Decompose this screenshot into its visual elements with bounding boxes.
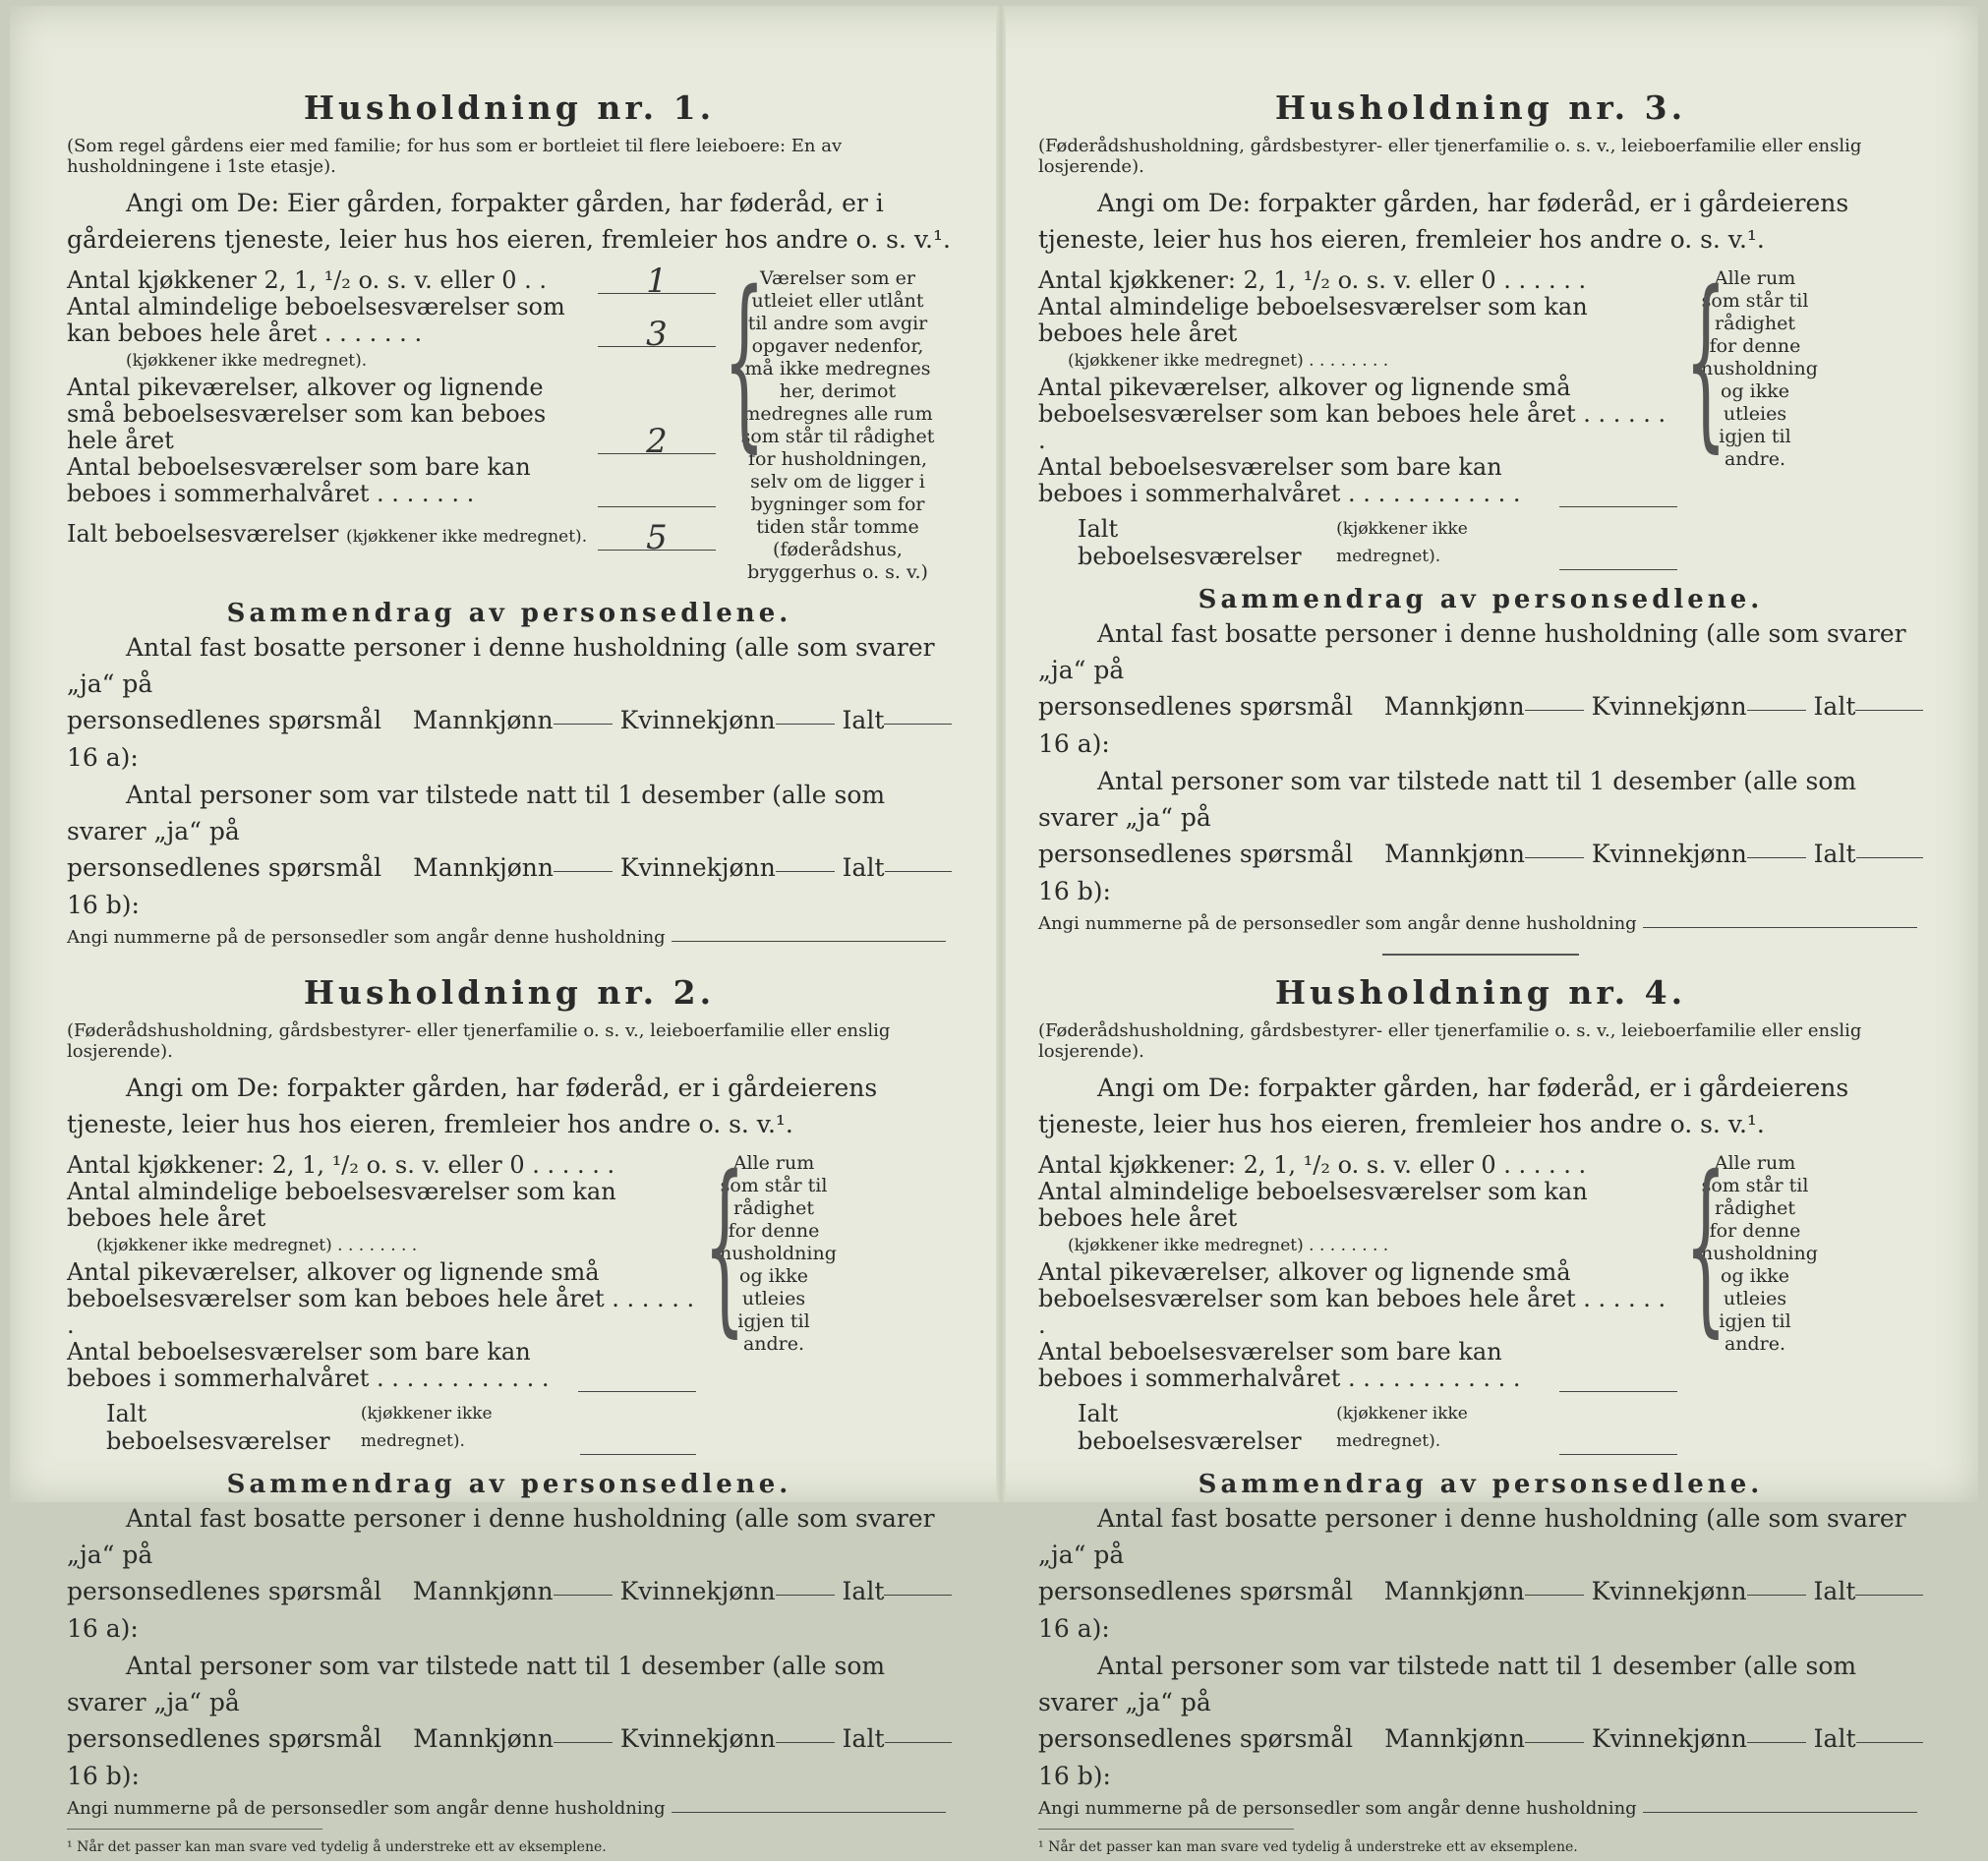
kitchens-label: Antal kjøkkener 2, 1, ¹/₂ o. s. v. eller 0 . . <box>67 266 548 294</box>
male-field[interactable] <box>554 1573 613 1596</box>
female-field[interactable] <box>776 702 835 725</box>
female-field[interactable] <box>1747 836 1806 858</box>
numbers-field[interactable] <box>672 924 946 942</box>
total-value[interactable] <box>1559 1428 1677 1455</box>
total-field[interactable] <box>885 1720 952 1743</box>
summer-rooms-value[interactable] <box>578 1367 696 1392</box>
household-1-rooms <box>67 252 952 584</box>
female-field[interactable] <box>776 1573 835 1596</box>
household-1-question: Angi om De: Eier gården, forpakter gården, har føderåd, er i gårdeierens tjeneste, leier hus hos eieren, fremleier hos andre o. s. v.¹. <box>67 189 951 254</box>
male-field[interactable] <box>554 849 613 872</box>
female-field[interactable] <box>1747 1720 1806 1743</box>
footnote: ¹ Når det passer kan man svare ved tydelig å understreke ett av eksemplene. <box>67 1829 322 1861</box>
household-1-subtitle: (Som regel gårdens eier med familie; for hus som er bortleiet til flere leieboere: En av husholdningene i 1ste etasje). <box>67 136 843 177</box>
household-1-title: Husholdning nr. 1. <box>303 88 716 127</box>
summer-rooms-value[interactable] <box>598 483 716 507</box>
numbers-field[interactable] <box>1643 910 1917 928</box>
total-field[interactable] <box>1856 1720 1923 1743</box>
right-column: Husholdning nr. 3. (Føderådshusholdning, gårdsbestyrer- eller tjenerfamilie o. s. v., leieboerfamilie eller enslig losjerende). Angi om De: forpakter gården, har føderåd, er i gårdeierens tjeneste, leier hus hos eieren, fremleier hos andre o. s. v.¹. Antal kjøkkener: 2, 1, ¹/₂ o. s. v. eller 0 . . . . . . Antal almindelige beboelsesværelser som kan beboes hele året (kjøkkener ikke medregnet) . . . . . . . . Antal pikeværelser, alkover og lignende små beboelsesværelser som kan beboes hele året . . . . . . . Antal beboelsesværelser som bare kan beboes i sommerhalvåret . . . . . . . . . . . . Ialt beboelsesværelser (kjøkkener ikke medregnet). { Alle rum som står til rådighet for denne husholdning og ikke utleies igjen til andre. Sammendrag av personsedlene. Antal fast bosatte personer i denne husholdning (alle som svarer „ja“ på personsedlenes spørsmål 16 a): Mannkjønn Kvinnekjønn Ialt Antal personer som var tilstede natt til 1 desember (alle som svarer „ja“ på personsedlenes spørsmål 16 b): Mannkjønn Kvinnekjønn Ialt Angi nummerne på de personsedler som angår denne husholdning Husholdning nr. 4. (Føderådshusholdning, gårdsbestyrer- eller tjenerfamilie o. s. v., leieboerfamilie eller enslig losjerende). Angi om De: forpakter gården, har føderåd, er i gårdeierens tjeneste, leier hus hos eieren, fremleier hos andre o. s. v.¹. Antal kjøkkener: 2, 1, ¹/₂ o. s. v. eller 0 . . . . . . Antal almindelige beboelsesværelser som kan beboes hele året (kjøkkener ikke medregnet) . . . . . . . . Antal pikeværelser, alkover og lignende små beboelsesværelser som kan beboes hele året . . . . . . . Antal beboelsesværelser som bare kan beboes i sommerhalvåret . . . . . . . . . . . . Ialt beboelsesværelser (kjøkkener ikke medregnet). { Alle rum som står til rådighet for denne husholdning og ikke utleies igjen til andre. Sammendrag av personsedlene. Antal fast bosatte personer i denne husholdning (alle som svarer „ja“ på personsedlenes spørsmål 16 a): Mannkjønn Kvinnekjønn Ialt Antal personer som var tilstede natt til 1 desember (alle som svarer „ja“ på personsedlenes spørsmål 16 b): Mannkjønn Kvinnekjønn Ialt Angi nummerne på de personsedler som angår denne husholdning ¹ Når det passer kan man svare ved tydelig å understreke ett av eksemplene. <box>1038 88 1923 1861</box>
female-field[interactable] <box>776 849 835 872</box>
household-4-title: Husholdning nr. 4. <box>1274 973 1687 1012</box>
total-field[interactable] <box>1855 1573 1923 1596</box>
household-3-title: Husholdning nr. 3. <box>1274 88 1687 127</box>
total-field[interactable] <box>1855 688 1923 711</box>
summer-rooms-value[interactable] <box>1559 483 1677 507</box>
male-field[interactable] <box>1525 1720 1584 1743</box>
total-note: (kjøkkener ikke medregnet). <box>345 527 588 547</box>
page-fold <box>996 6 1006 1502</box>
footnote: ¹ Når det passer kan man svare ved tydelig å understreke ett av eksemplene. <box>1038 1829 1294 1861</box>
household-1-note: Værelser som er utleiet eller utlånt til andre som avgir opgaver nedenfor, må ikke medregnes her, derimot medregnes alle rum som står til rådighet for husholdningen, selv om de ligger i bygninger som for tiden står tomme (føderådshus, bryggerhus o. s. v.) <box>740 267 935 583</box>
numbers-label: Angi nummerne på de personsedler som angår denne husholdning <box>67 927 666 948</box>
rooms-label: Antal almindelige beboelsesværelser som kan beboes hele året . . . . . . . <box>67 293 565 347</box>
present-question: Antal personer som var tilstede natt til 1 desember (alle som svarer „ja“ på <box>67 781 886 845</box>
female-field[interactable] <box>1747 688 1806 711</box>
small-rooms-label: Antal pikeværelser, alkover og lignende små beboelsesværelser som kan beboes hele året <box>67 374 547 454</box>
female-field[interactable] <box>776 1720 835 1743</box>
summary-title: Sammendrag av personsedlene. <box>226 599 792 628</box>
male-field[interactable] <box>554 702 613 725</box>
total-field[interactable] <box>884 702 952 725</box>
total-value[interactable] <box>1559 544 1677 570</box>
left-column: Husholdning nr. 1. (Som regel gårdens eier med familie; for hus som er bortleiet til flere leieboere: En av husholdningene i 1ste etasje). Angi om De: Eier gården, forpakter gården, har føderåd, er i gårdeierens tjeneste, leier hus hos eieren, fremleier hos andre o. s. v.¹. Antal kjøkkener 2, 1, ¹/₂ o. s. v. eller 0 . . 1 Antal almindelige beboelsesværelser som kan beboes hele året . . . . . . . 3 (kjøkkener ikke medregnet). Antal pikeværelser, alkover og lignende små beboelsesværelser som kan beboes hele året 2 Antal beboelsesværelser som bare kan beboes i sommerhalvåret . . . . . . . Ialt beboelsesværelser (kjøkkener ikke medregnet). 5 { Værelser som er utleiet eller utlånt til andre som avgir opgaver nedenfor, må ikke medregnes her, derimot medregnes alle rum som står til rådighet for husholdningen, selv om de ligger i bygninger som for tiden står tomme (føderådshus, bryggerhus o. s. v.) Sammendrag av personsedlene. Antal fast bosatte personer i denne husholdning (alle som svarer „ja“ på personsedlenes spørsmål 16 a): Mannkjønn Kvinnekjønn Ialt Antal personer som var tilstede natt til 1 desember (alle som svarer „ja“ på personsedlenes spørsmål 16 b): Mannkjønn Kvinnekjønn Ialt Angi nummerne på de personsedler som angår denne husholdning Husholdning nr. 2. (Føderådshusholdning, gårdsbestyrer- eller tjenerfamilie o. s. v., leieboerfamilie eller enslig losjerende). Angi om De: forpakter gården, har føderåd, er i gårdeierens tjeneste, leier hus hos eieren, fremleier hos andre o. s. v.¹. Antal kjøkkener: 2, 1, ¹/₂ o. s. v. eller 0 . . . . . . Antal almindelige beboelsesværelser som kan beboes hele året (kjøkkener ikke medregnet) . . . . . . . . Antal pikeværelser, alkover og lignende små beboelsesværelser som kan beboes hele året . . . . . . . Antal beboelsesværelser som bare kan beboes i sommerhalvåret . . . . . . . . . . . . Ialt beboelsesværelser (kjøkkener ikke medregnet). { Alle rum som står til rådighet for denne husholdning og ikke utleies igjen til andre. Sammendrag av personsedlene. Antal fast bosatte personer i denne husholdning (alle som svarer „ja“ på personsedlenes spørsmål 16 a): Mannkjønn Kvinnekjønn Ialt Antal personer som var tilstede natt til 1 desember (alle som svarer „ja“ på personsedlenes spørsmål 16 b): Mannkjønn Kvinnekjønn Ialt Angi nummerne på de personsedler som angår denne husholdning ¹ Når det passer kan man svare ved tydelig å understreke ett av eksemplene. <box>67 88 952 1861</box>
summer-rooms-label: Antal beboelsesværelser som bare kan beboes i sommerhalvåret . . . . . . . <box>67 453 531 507</box>
numbers-field[interactable] <box>1643 1795 1917 1813</box>
total-label: Ialt beboelsesværelser <box>67 520 339 548</box>
rooms-value[interactable]: 3 <box>598 322 716 347</box>
kitchens-value[interactable]: 1 <box>598 269 716 294</box>
section-divider <box>1382 954 1579 956</box>
male-field[interactable] <box>1525 1573 1584 1596</box>
household-2-subtitle: (Føderådshusholdning, gårdsbestyrer- eller tjenerfamilie o. s. v., leieboerfamilie eller enslig losjerende). <box>67 1020 891 1062</box>
household-2-title: Husholdning nr. 2. <box>303 973 716 1012</box>
male-field[interactable] <box>1525 688 1584 711</box>
household-4-note: Alle rum som står til rådighet for denne husholdning og ikke utleies igjen til andre. <box>1701 1152 1818 1355</box>
small-rooms-value[interactable]: 2 <box>598 430 716 454</box>
total-field[interactable] <box>885 849 952 872</box>
numbers-field[interactable] <box>672 1795 946 1813</box>
census-sheet <box>10 6 1978 1855</box>
brace: { <box>723 252 766 469</box>
total-field[interactable] <box>1856 836 1923 858</box>
household-2-question: Angi om De: forpakter gården, har føderåd, er i gårdeierens tjeneste, leier hus hos eieren, fremleier hos andre o. s. v.¹. <box>67 1074 878 1138</box>
rooms-note: (kjøkkener ikke medregnet). <box>126 351 368 371</box>
summer-rooms-value[interactable] <box>1559 1367 1677 1392</box>
household-3-note: Alle rum som står til rådighet for denne husholdning og ikke utleies igjen til andre. <box>1701 267 1818 470</box>
household-2-note: Alle rum som står til rådighet for denne husholdning og ikke utleies igjen til andre. <box>720 1152 837 1355</box>
total-value[interactable]: 5 <box>598 526 716 551</box>
resident-question: Antal fast bosatte personer i denne husholdning (alle som svarer „ja“ på <box>67 633 935 698</box>
total-field[interactable] <box>884 1573 952 1596</box>
female-field[interactable] <box>1747 1573 1806 1596</box>
male-field[interactable] <box>1525 836 1584 858</box>
male-field[interactable] <box>554 1720 613 1743</box>
total-value[interactable] <box>580 1428 696 1455</box>
